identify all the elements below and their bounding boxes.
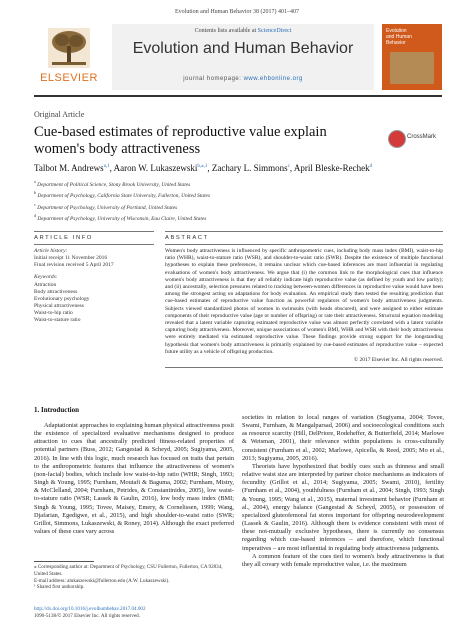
crossmark-label: CrossMark <box>407 134 437 140</box>
publication-info <box>34 606 234 619</box>
author-name[interactable]: Aaron W. Lukaszewski <box>113 163 198 173</box>
abstract-heading: ABSTRACT <box>165 235 209 241</box>
footnotes <box>34 561 234 591</box>
author-list: Talbot M. Andrews$^{a,1}$, Aaron W. Lukaszewski$^{b,⁎,1}$, Zachary L. Simmons$^c$, April Bleske-Rechek$^d$ <box>34 163 373 173</box>
author-sup: c <box>287 164 290 169</box>
elsevier-logo[interactable] <box>34 24 104 90</box>
affiliation-text: Department of Psychology, University of Portland, United States <box>37 204 178 211</box>
keywords-label: Keywords: <box>34 274 58 281</box>
body-column-left <box>34 422 234 536</box>
paragraph: Adaptationist approaches to explaining human physical attractiveness posit the existence of specialized evaluative mechanisms designed to produce attraction to cues that ancestrally predicted fitness-related properties of potential partners (Buss, 2012; Gangestad & Scheyd, 2005; Sugiyama, 2005, 2016). In line with this logic, much research has focused on traits that pertain to the anthropometric features that influence the attractiveness of women's (non-facial) bodies, which include low waist-to-hip ratio (WHR; Singh, 1993; Singh & Young, 1995; Furnham, Moutafi & Baguma, 2002; Furnham, Mistry, & McClelland, 2004; Furnham, Petrides, & Constantinides, 2005), low waist-to-stature ratio (WSR; Lassek & Gaulin, 2016), low body mass index (BMI; Singh & Young, 1995; Tovee, Maisey, Emery, & Cornelissen, 1999; Wang, Djafarian, Egedigwe, et al., 2015), and high shoulder-to-waist ratio (SWR; Grillot, Simmons, Lukaszewski, & Roney, 2014). Although the exact preferred values of these cues vary across <box>34 422 234 536</box>
author-sup: a,1 <box>103 164 110 169</box>
divider <box>165 231 443 232</box>
keyword: Waist-to-stature ratio <box>34 317 81 324</box>
divider <box>34 231 154 232</box>
footnote: ¹ Shared first authorship. <box>34 584 85 591</box>
abstract-panel <box>165 228 443 371</box>
author-name[interactable]: Talbot M. Andrews <box>34 163 104 173</box>
divider <box>165 244 443 245</box>
affiliation <box>34 178 444 189</box>
journal-masthead <box>34 24 442 90</box>
article-type: Original Article <box>34 110 85 119</box>
contents-line <box>112 28 374 34</box>
divider <box>165 367 443 368</box>
article-info-heading: ARTICLE INFO <box>34 235 94 241</box>
cover-line: Behavior <box>386 40 406 46</box>
footnote: ⁎ Corresponding author at: Department of Psychology, CSU Fullerton, Fullerton, CA 92834, United States. <box>34 564 223 577</box>
abstract-copyright: © 2017 Elsevier Inc. All rights reserved. <box>353 357 443 364</box>
affiliation-text: Department of Political Science, Stony Brook University, United States <box>37 181 191 188</box>
body-column-right <box>242 414 444 569</box>
crossmark-icon <box>388 130 406 148</box>
section-heading: 1. Introduction <box>34 406 79 414</box>
issn-line: 1090-5138/© 2017 Elsevier Inc. All rights reserved. <box>34 612 141 619</box>
keyword: Attraction <box>34 281 57 288</box>
affiliation <box>34 212 444 223</box>
paragraph: societies in relation to local ranges of variation (Sugiyama, 2004; Tovee, Swami, Furnham, & Mangalparsad, 2006) and socioecological conditions such as resource scarcity (Hill, DelPriore, Rodeheffer, & Butterfield, 2014; Marlowe & Wetsman, 2001), their relevance within populations is cross-culturally consistent (Furnham et al., 2002; Marlowe, Apicella, & Reed, 2005; Mo et al., 2013; Sugiyama, 2005, 2016). <box>242 414 444 462</box>
affiliation <box>34 189 444 200</box>
keyword: Physical attractiveness <box>34 302 84 309</box>
affiliation <box>34 201 444 212</box>
crossmark-badge[interactable] <box>388 130 448 150</box>
cover-line: and Human <box>386 34 412 40</box>
journal-info-box <box>112 24 374 90</box>
author-name[interactable]: Zachary L. Simmons <box>211 163 288 173</box>
journal-cover-thumbnail[interactable] <box>382 24 442 90</box>
journal-homepage-line <box>112 76 374 82</box>
affiliations <box>34 178 444 224</box>
masthead-divider <box>34 95 442 97</box>
running-head: Evolution and Human Behavior 38 (2017) 401–407 <box>175 9 299 15</box>
history-label: Article history: <box>34 248 68 254</box>
contents-prefix: Contents lists available at <box>194 28 257 34</box>
author-sup: d <box>369 164 373 169</box>
affiliation-text: Department of Psychology, University of Wisconsin, Eau Claire, United States <box>37 215 207 222</box>
affiliation-sup: a <box>34 179 36 184</box>
doi-link[interactable]: http://dx.doi.org/10.1016/j.evolhumbehav.2017.04.002 <box>34 606 146 612</box>
affiliation-sup: d <box>34 213 36 219</box>
keyword: Body attractiveness <box>34 288 78 295</box>
author-name[interactable]: April Bleske-Rechek <box>293 163 370 173</box>
divider <box>34 244 154 245</box>
affiliation-text: Department of Psychology, California State University, Fullerton, United States <box>37 193 210 200</box>
homepage-prefix: journal homepage: <box>183 76 242 82</box>
publisher-name: ELSEVIER <box>40 72 98 84</box>
footnote-rule <box>34 561 94 562</box>
cover-image <box>390 52 434 84</box>
keyword: Evolutionary psychology <box>34 295 90 302</box>
journal-title: Evolution and Human Behavior <box>132 40 354 57</box>
homepage-link[interactable]: www.ehbonline.org <box>243 76 303 82</box>
keyword: Waist-to-hip ratio <box>34 309 73 316</box>
paragraph: Theorists have hypothesized that bodily cues such as thinness and small relative waist size are interpreted by partner choice mechanisms as indicators of fecundity (Grillot et al., 2014; Sugiyama, 2005; Swami, 2010), fertility (Furnham et al., 2004), youthfulness (Furnham et al., 2004; Singh, 1993; Singh & Young, 1995; Wang et al., 2015), maternal investment behavior (Furnham et al., 2004), energy balance (Gangestad & Scheyd, 2005), or possession of specialized gluteofemoral fat stores important for offspring neurodevelopment (Lassek & Gaulin, 2016). Although there is evidence consistent with most of these not-mutually exclusive hypotheses, there is currently no consensus regarding which cue-based inferences – and therefore, which functional imperatives – are most influential in regulating body attractiveness judgments. <box>242 462 444 552</box>
article-title: Cue-based estimates of reproductive value explain women's body attractiveness <box>34 124 327 157</box>
article-info-panel <box>34 228 154 324</box>
elsevier-tree-icon <box>48 28 90 68</box>
revised-date: Final revision received 5 April 2017 <box>34 262 114 269</box>
received-date: Initial receipt 11 November 2016 <box>34 255 108 262</box>
paragraph: A common feature of the cues tied to women's body attractiveness is that they all covary with female reproductive value, i.e. the maximum <box>242 552 444 568</box>
affiliation-sup: c <box>34 201 36 207</box>
author-sup: b,⁎,1 <box>197 164 208 169</box>
affiliation-sup: b <box>34 190 36 196</box>
abstract-text: Women's body attractiveness is influenced by specific anthropometric cues, including body mass index (BMI), waist-to-hip ratio (WHR), waist-to-stature ratio (WSR), and shoulder-to-waist ratio (SWR). Despite the existence of multiple functional hypotheses to explain these preferences, it remains unclear which cue-based inferences are most influential in regulating evaluations of women's body attractiveness. We argue that (i) the common link to the morphological cues that influence women's body attractiveness is that they all reliably indicate high reproductive value (as defined by youth and low parity); and (ii) ancestrally, selection pressures related to tracking between-women differences in reproductive value would have been among the strongest acting on adaptations for body evaluation. An empirical study then tested the resulting prediction that cue-based estimates of reproductive value function as powerful regulators of women's body attractiveness judgments. Subjects viewed standardized photos of women in swimsuits (with heads obscured), and were assigned to either estimate components of their reproductive value (age or number of offspring) or rate their attractiveness. Structural equation modeling revealed that a latent variable capturing estimated reproductive value was almost perfectly correlated with a latent variable capturing body attractiveness. Moreover, unique associations of women's BMI, WHR and WSR with their body attractiveness were entirely mediated via estimated reproductive value. These findings provide strong support for the longstanding hypothesis that women's body attractiveness is primarily explained by cue-based estimates of reproductive value – expected future utility as a vehicle of offspring production. <box>165 248 443 355</box>
sciencedirect-link[interactable]: ScienceDirect <box>257 28 292 34</box>
footnote: E-mail address: alukaszewski@fullerton.edu (A.W. Lukaszewski). <box>34 577 170 584</box>
cover-line: Evolution <box>386 28 407 34</box>
